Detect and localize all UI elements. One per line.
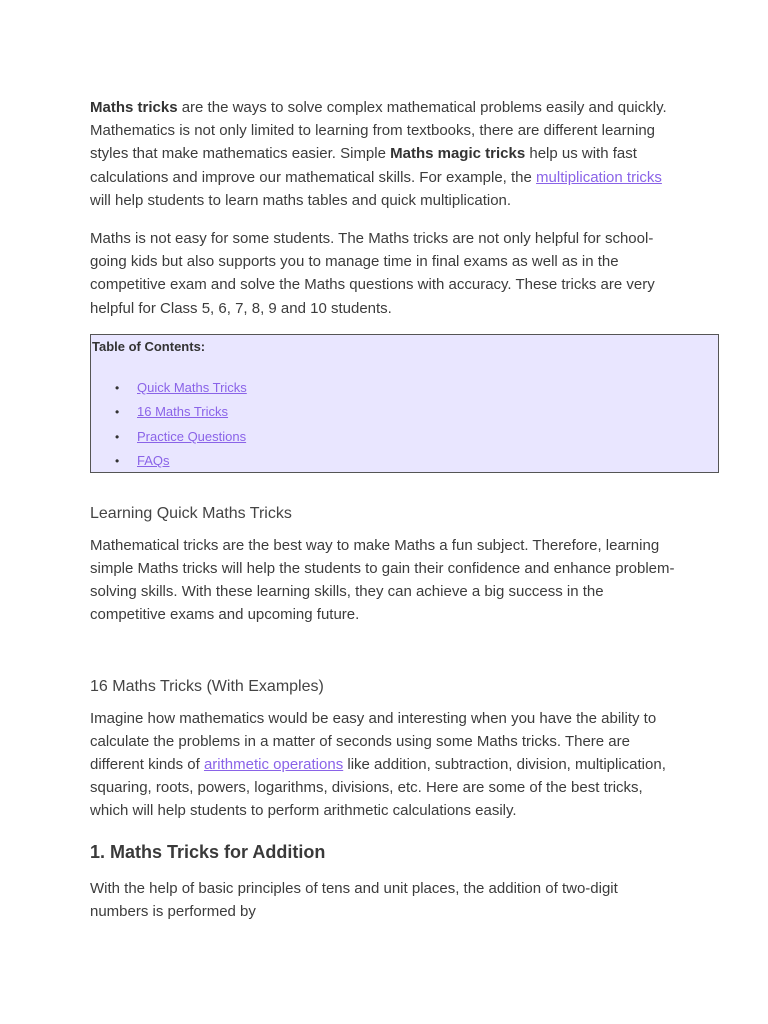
arithmetic-operations-link[interactable]: arithmetic operations xyxy=(203,756,344,774)
bullet-icon: • xyxy=(115,429,120,444)
section-body-addition-tricks: With the help of basic principles of tens and unit places, the addition of two-digit numbers is performed by xyxy=(90,879,618,920)
section2-text: Imagine how mathematics would be easy and interesting when you have the ability to calculate the problems in a matter of seconds using some Maths tricks. There are different kinds of xyxy=(90,709,657,774)
section-heading-16-maths-tricks: 16 Maths Tricks (With Examples) xyxy=(90,677,324,695)
section-body-16-maths-tricks xyxy=(90,707,680,823)
toc-list xyxy=(113,376,247,474)
table-of-contents xyxy=(90,334,719,473)
section-heading-quick-maths-tricks: Learning Quick Maths Tricks xyxy=(90,504,292,522)
section-body-quick-maths-tricks: Mathematical tricks are the best way to make Maths a fun subject. Therefore, learning simple Maths tricks will help the students to gain their confidence and enhance problem-solving skills. With these learning skills, they can achieve a big success in the competitive exams and upcoming future. xyxy=(90,536,675,624)
intro-paragraph xyxy=(90,96,680,212)
section2-text-2: like addition, subtraction, division, multiplication, squaring, roots, powers, logarithms, divisions, etc. Here are some of the best tricks, which will help students to perform arithmetic calculations easily. xyxy=(90,756,666,820)
toc-link-practice-questions[interactable]: Practice Questions xyxy=(137,428,247,444)
intro-bold-term-2: Maths magic tricks xyxy=(390,145,526,163)
bullet-icon: • xyxy=(115,380,120,395)
toc-item xyxy=(113,425,247,450)
toc-title: Table of Contents: xyxy=(92,338,206,354)
article-content xyxy=(90,96,680,923)
intro-text-3: will help students to learn maths tables and quick multiplication. xyxy=(90,191,512,209)
toc-item xyxy=(113,449,247,474)
toc-item xyxy=(113,376,247,401)
section-heading-addition-tricks: 1. Maths Tricks for Addition xyxy=(90,841,326,862)
multiplication-tricks-link[interactable]: multiplication tricks xyxy=(536,168,662,186)
toc-link-faqs[interactable]: FAQs xyxy=(137,453,170,469)
intro-text-2: help us with fast calculations and improve our mathematical skills. For example, the xyxy=(90,145,637,186)
toc-item xyxy=(113,400,247,425)
bullet-icon: • xyxy=(115,405,120,420)
toc-link-quick-maths-tricks[interactable]: Quick Maths Tricks xyxy=(137,379,247,395)
second-paragraph: Maths is not easy for some students. The Maths tricks are not only helpful for school-going kids but also supports you to manage time in final exams as well as in the competitive exam and solve the Maths questions with accuracy. These tricks are very helpful for Class 5, 6, 7, 8, 9 and 10 students. xyxy=(90,230,655,317)
intro-bold-term: Maths tricks xyxy=(90,99,178,116)
bullet-icon: • xyxy=(115,454,120,469)
toc-link-16-maths-tricks[interactable]: 16 Maths Tricks xyxy=(137,404,229,420)
intro-text: are the ways to solve complex mathematical problems easily and quickly. Mathematics is not only limited to learning from textbooks, there are different learning styles that make mathematics easier. Simple xyxy=(90,99,667,163)
